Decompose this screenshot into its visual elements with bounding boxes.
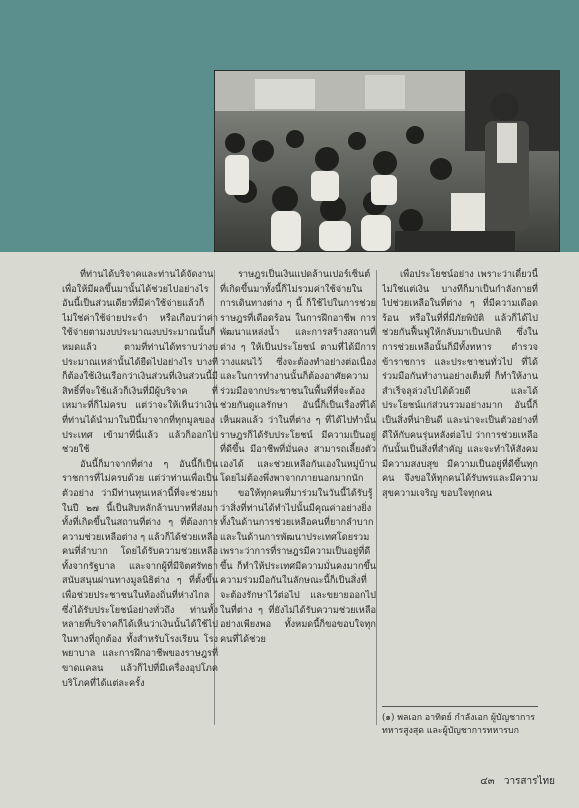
classroom-photo — [214, 70, 560, 252]
page-folio — [474, 774, 555, 789]
footnote: (๑) พลเอก อาทิตย์ กำลังเอก ผู้บัญชาการทหารสูงสุด และผู้บัญชาการทหารบก — [382, 713, 536, 736]
paragraph: อันนี้ก็มาจากที่ต่าง ๆ อันนี้ก็เป็นราชการที่ไม่ครบด้วย แต่ว่าท่านเพื่อเป็นตัวอย่าง ว่ามีท่านทุนเหล่านี้ที่จะช่วยมาในปี ๒๗ นี้เป็นสิบหลักล้านบาทที่ส่งมาทั้งที่เกิดขึ้นในสถานที่ต่าง ๆ ที่ต้องการความช่วยเหลือต่าง ๆ แล้วก็ได้ช่วยเหลือคนที่ลำบาก โดยได้รับความช่วยเหลือทั้งจากรัฐบาล และจากผู้ที่มีจิตศรัทธาสนับสนุนผ่านทางมูลนิธิต่าง ๆ ที่ตั้งขึ้นเพื่อช่วยประชาชนในท้องถิ่นที่ห่างไกล ซึ่งได้รับประโยชน์อย่างทั่วถึง ท่านทั้งหลายที่บริจาคก็ได้เห็นว่าเงินนั้นได้ใช้ไปในทางที่ถูกต้อง ทั้งสำหรับโรงเรียน โรงพยาบาล และการฝึกอาชีพของราษฎรที่ขาดแคลน แล้วก็ไปที่มีเครื่องอุปโภคบริโภคที่ได้แต่ละครั้ง — [62, 458, 218, 689]
column-divider — [376, 270, 377, 725]
magazine-name: วารสารไทย — [503, 776, 555, 787]
classroom-photo-icon — [215, 71, 559, 251]
text-column-1 — [62, 268, 218, 738]
text-column-2 — [220, 268, 376, 738]
paragraph: ราษฎรเป็นเงินแปดล้านเปอร์เซ็นต์ที่เกิดขึ้นมาทั้งนี้ก็ไม่รวมค่าใช้จ่ายในการเดินทางต่าง ๆ นี้ ก็ใช้ไปในการช่วยราษฎรที่เดือดร้อน ในการฝึกอาชีพ การพัฒนาแหล่งน้ำ และการสร้างสถานที่ต่าง ๆ ให้เป็นประโยชน์ ตามที่ได้มีการวางแผนไว้ ซึ่งจะต้องทำอย่างต่อเนื่อง และในการทำงานนั้นก็ต้องอาศัยความร่วมมือจากประชาชนในพื้นที่ที่จะต้องช่วยกันดูแลรักษา อันนี้ก็เป็นเรื่องที่ได้เห็นผลแล้ว ว่าในที่ต่าง ๆ ที่ได้ไปทำนั้น ราษฎรก็ได้รับประโยชน์ มีความเป็นอยู่ที่ดีขึ้น มีอาชีพที่มั่นคง สามารถเลี้ยงตัวเองได้ และช่วยเหลือกันเองในหมู่บ้าน โดยไม่ต้องพึ่งพาจากภายนอกมากนัก — [220, 269, 376, 485]
paragraph: ที่ท่านได้บริจาคและท่านได้จัดงานเพื่อให้มีผลขึ้นมานั้นได้ช่วยไปอย่างไร อันนี้เป็นส่วนเดียวที่มีค่าใช้จ่ายแล้วก็ไม่ใช่ค่าใช้จ่ายประจำ หรือเกือบว่าค่าใช้จ่ายตามงบประมาณงบประมาณนั้นก็หมดแล้ว ตามที่ท่านได้ทราบว่างบประมาณเหล่านั้นได้ยืดไปอย่างไร บางทีก็ต้องใช้เงินเรือกว่าเงินส่วนที่เงินส่วนนี้มีสิทธิ์ที่จะใช้แล้วก็เงินที่มีผู้บริจาค ที่เหมาะที่ก็ไม่ครบ แต่ว่าจะให้เห็นว่าเงินที่ท่านได้นำมาในปีนี้มาจากที่ทุกมูลของประเทศ เข้ามาที่นี่แล้ว แล้วก็ออกไปช่วยใช้ — [62, 269, 218, 456]
footnote-rule — [382, 706, 538, 707]
text-column-3 — [382, 268, 538, 700]
paragraph: เพื่อประโยชน์อย่าง เพราะว่าเดี๋ยวนี้ไม่ใช่แต่เงิน บางทีก็มาเป็นกำลังกายที่ไปช่วยเหลือในที่ต่าง ๆ ที่มีความเดือดร้อน หรือในที่ที่มีภัยพิบัติ แล้วก็ได้ไปช่วยกันฟื้นฟูให้กลับมาเป็นปกติ ซึ่งในการช่วยเหลือนั้นก็มีทั้งทหาร ตำรวจ ข้าราชการ และประชาชนทั่วไป ที่ได้ร่วมมือกันทำงานอย่างเต็มที่ ก็ทำให้งานสำเร็จลุล่วงไปได้ด้วยดี และได้ประโยชน์แก่ส่วนรวมอย่างมาก อันนี้ก็เป็นสิ่งที่น่ายินดี และน่าจะเป็นตัวอย่างที่ดีให้กับคนรุ่นหลังต่อไป ว่าการช่วยเหลือกันนั้นเป็นสิ่งที่สำคัญ และจะทำให้สังคมมีความสงบสุข มีความเป็นอยู่ที่ดีขึ้นทุกคน จึงขอให้ทุกคนได้รับพรและมีความสุขความเจริญ ขอบใจทุกคน — [382, 269, 538, 499]
page-number: ๔๓ — [480, 776, 495, 787]
paragraph: ขอให้ทุกคนที่มาร่วมในวันนี้ได้รับรู้ว่าสิ่งที่ท่านได้ทำไปนั้นมีคุณค่าอย่างยิ่ง ทั้งในด้านการช่วยเหลือคนที่ยากลำบาก และในด้านการพัฒนาประเทศโดยรวม เพราะว่าการที่ราษฎรมีความเป็นอยู่ที่ดีขึ้น ก็ทำให้ประเทศมีความมั่นคงมากขึ้น ความร่วมมือกันในลักษณะนี้ก็เป็นสิ่งที่จะต้องรักษาไว้ต่อไป และขยายออกไปในที่ต่าง ๆ ที่ยังไม่ได้รับความช่วยเหลืออย่างเพียงพอ ทั้งหมดนี้ก็ขอขอบใจทุกคนที่ได้ช่วย — [220, 487, 376, 645]
